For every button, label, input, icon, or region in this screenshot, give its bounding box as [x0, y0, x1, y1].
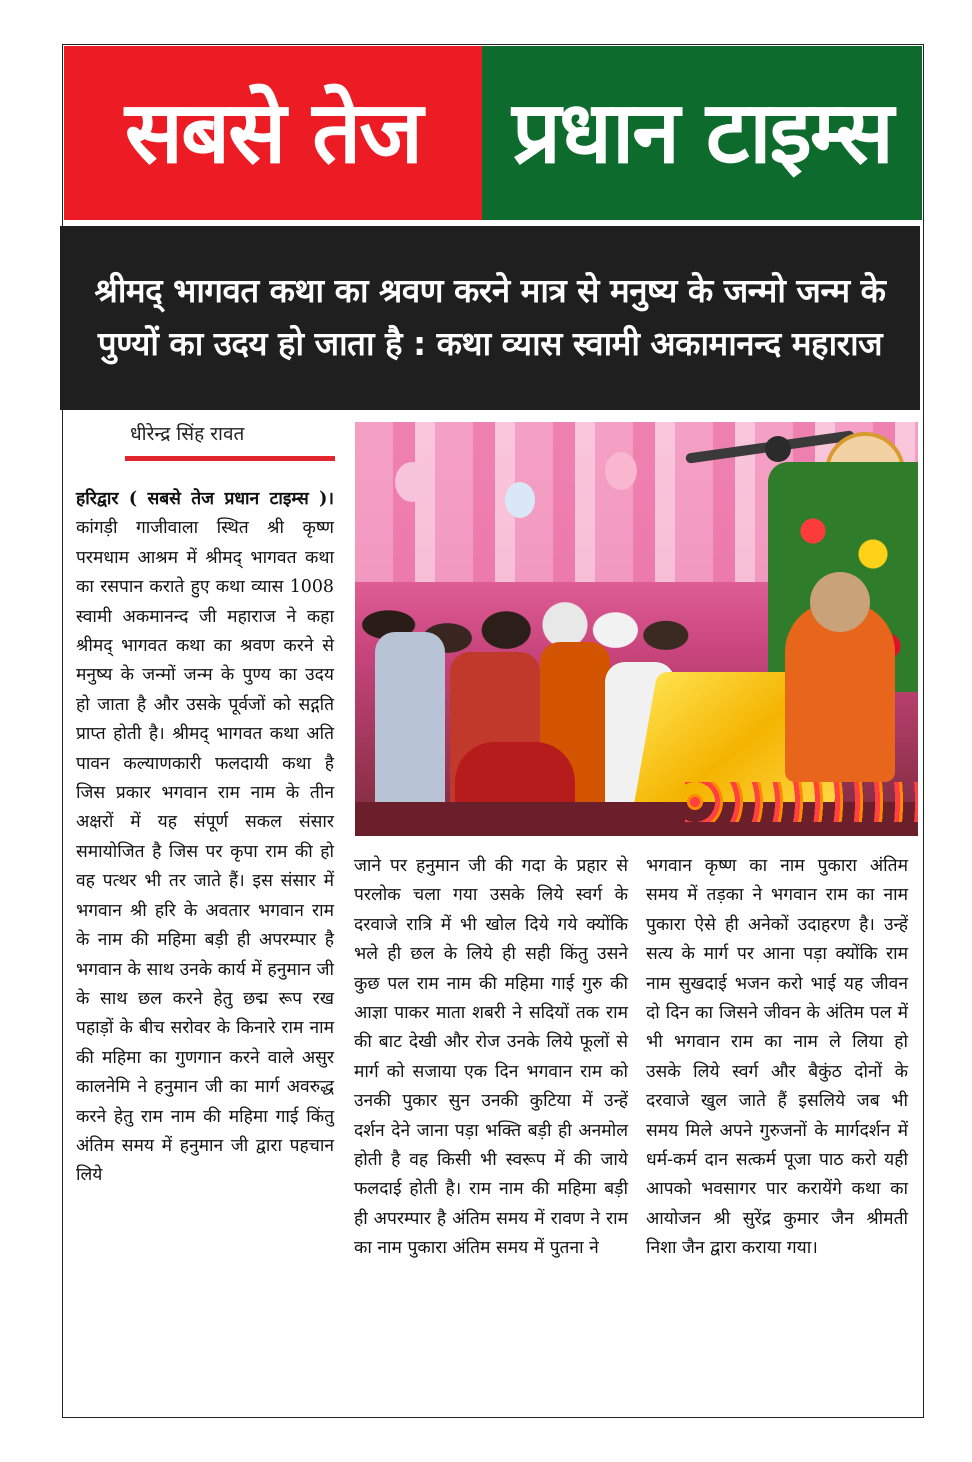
masthead-left-text: सबसे तेज [124, 83, 422, 183]
headline-line-2: पुण्यों का उदय हो जाता है : कथा व्यास स्वामी अकामानन्द महाराज [97, 324, 883, 363]
event-photo [355, 422, 918, 836]
headline-banner [60, 226, 920, 410]
byline: धीरेन्द्र सिंह रावत [130, 423, 245, 445]
photo-balloon [505, 482, 535, 518]
headline-line-1: श्रीमद् भागवत कथा का श्रवण करने मात्र से मनुष्य के जन्मो जन्म के [94, 271, 886, 311]
dateline: हरिद्वार ( सबसे तेज प्रधान टाइम्स )। [76, 489, 334, 509]
photo-saint-head [810, 572, 870, 632]
photo-balloon [605, 452, 637, 490]
masthead [64, 46, 922, 220]
masthead-right-text: प्रधान टाइम्स [512, 83, 892, 183]
article-column-3: भगवान कृष्ण का नाम पुकारा अंतिम समय में तड़का ने भगवान राम का नाम पुकारा ऐसे ही अनेकों उदाहरण है। उन्हें सत्य के मार्ग पर आना पड़ा क्योंकि राम नाम सुखदाई भजन करो भाई यह जीवन दो दिन का जिसने जीवन के अंतिम पल में भी भगवान राम का नाम ले लिया हो उसके लिये स्वर्ग और बैकुंठ दोनों के दरवाजे खुल जाते हैं इसलिये जब भी समय मिले अपने गुरुजनों के मार्गदर्शन में धर्म-कर्म दान सत्कर्म पूजा पाठ करो यही आपको भवसागर पार करायेंगे कथा का आयोजन श्री सुरेंद्र कुमार जैन श्रीमती निशा जैन द्वारा कराया गया। [646, 856, 908, 1259]
photo-balloon [395, 462, 429, 502]
photo-diya-lights [685, 782, 918, 822]
photo-fan-hub [765, 436, 791, 462]
masthead-left-panel [64, 46, 482, 220]
masthead-right-panel [482, 46, 922, 220]
article-column-1-text: कांगड़ी गाजीवाला स्थित श्री कृष्ण परमधाम आश्रम में श्रीमद् भागवत कथा का रसपान कराते हुए कथा व्यास 1008 स्वामी अकमानन्द जी महाराज ने कहा श्रीमद् भागवत कथा का श्रवण करने से मनुष्य के जन्मों जन्म के पुण्य का उदय हो जाता है और उसके पूर्वजों को सद्गति प्राप्त होती है। श्रीमद् भागवत कथा अति पावन कल्याणकारी फलदायी कथा है जिस प्रकार भगवान राम नाम के तीन अक्षरों में यह संपूर्ण सकल संसार समायोजित है जिस पर कृपा राम की हो वह पत्थर भी तर जाते हैं। इस संसार में भगवान श्री हरि के अवतार भगवान राम के नाम की महिमा बड़ी ही अपरम्पार है भगवान के साथ उनके कार्य में हनुमान जी के साथ छल करने हेतु छद्म रूप रख पहाड़ों के बीच सरोवर के किनारे राम नाम की महिमा का गुणगान करने वाले असुर कालनेमि ने हनुमान जी का मार्ग अवरुद्ध करने हेतु राम नाम की महिमा गाई किंतु अंतिम समय में हनुमान जी द्वारा पहचान लिये [76, 518, 334, 1186]
byline-rule [125, 456, 335, 461]
article-column-1 [76, 485, 334, 1191]
article-column-2: जाने पर हनुमान जी की गदा के प्रहार से परलोक चला गया उसके लिये स्वर्ग के दरवाजे रात्रि में भी खोल दिये गये क्योंकि भले ही छल के लिये ही सही किंतु उसने कुछ पल राम नाम की महिमा गाई गुरु की आज्ञा पाकर माता शबरी ने सदियों तक राम की बाट देखी और रोज उनके लिये फूलों से मार्ग को सजाया एक दिन भगवान राम को उनकी पुकार सुन उनकी कुटिया में उन्हें दर्शन देने जाना पड़ा भक्ति बड़ी ही अनमोल होती है वह किसी भी स्वरूप में की जाये फलदाई होती है। राम नाम की महिमा बड़ी ही अपरम्पार है अंतिम समय में रावण ने राम का नाम पुकारा अंतिम समय में पुतना ने [354, 856, 628, 1259]
